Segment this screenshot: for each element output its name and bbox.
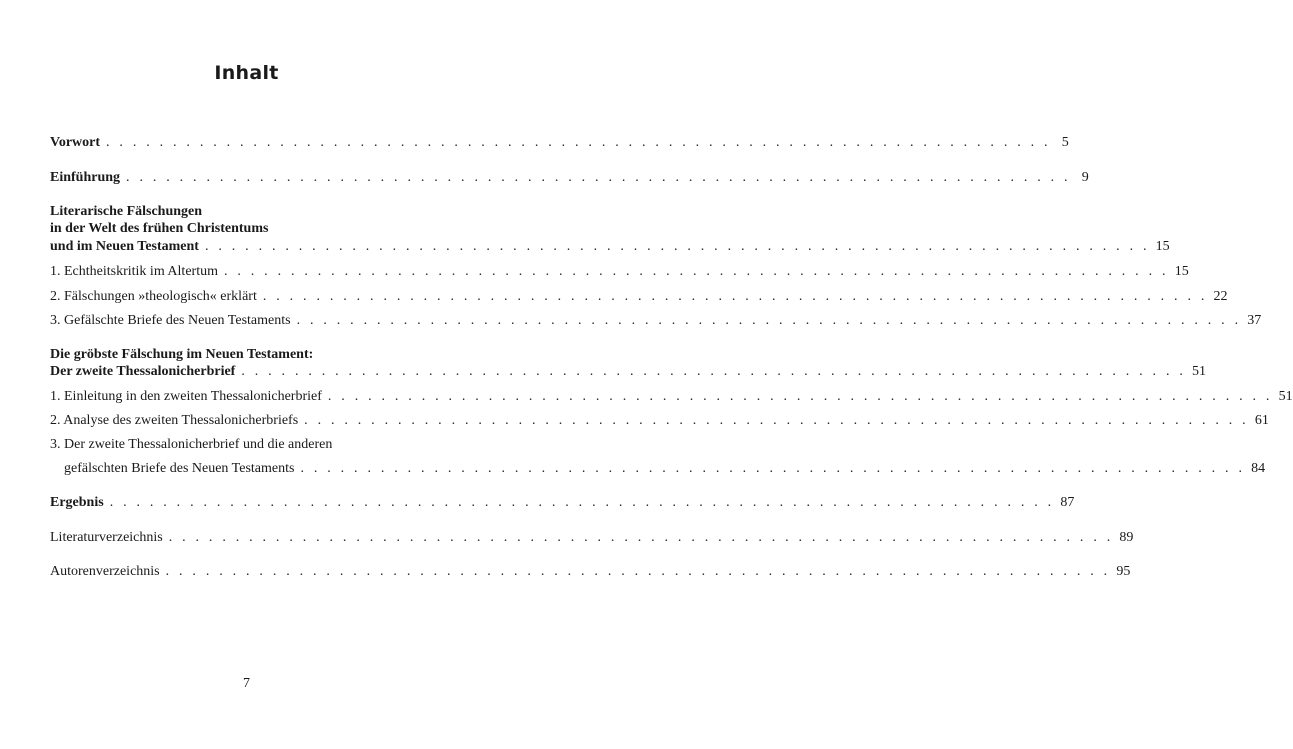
toc-entry-label: 1. Einleitung in den zweiten Thessalonicherbrief bbox=[50, 389, 322, 404]
dot-leader: . . . . . . . . . . . . . . . . . . . . . . . . . . . . . . . . . . . . . . . . . . . . . . . . . . . . . . . . . . . . . . . . . . . . . . . bbox=[296, 313, 1242, 328]
dot-leader: . . . . . . . . . . . . . . . . . . . . . . . . . . . . . . . . . . . . . . . . . . . . . . . . . . . . . . . . . . . . . . . . . . . . . . . bbox=[106, 135, 1051, 150]
section-title-line-2 bbox=[50, 219, 426, 239]
toc-entry-einleitung bbox=[50, 387, 1293, 407]
toc-page-number: 15 bbox=[1155, 239, 1170, 254]
toc-entry-analyse bbox=[50, 411, 1269, 431]
toc-entry-einfuehrung bbox=[50, 168, 1089, 188]
toc-entry-ergebnis bbox=[50, 493, 1075, 513]
dot-leader: . . . . . . . . . . . . . . . . . . . . . . . . . . . . . . . . . . . . . . . . . . . . . . . . . . . . . . . . . . . . . . . . . . . . . . . bbox=[304, 413, 1249, 428]
toc-page-number: 9 bbox=[1081, 170, 1089, 185]
dot-leader: . . . . . . . . . . . . . . . . . . . . . . . . . . . . . . . . . . . . . . . . . . . . . . . . . . . . . . . . . . . . . . . . . . . . . . . bbox=[300, 461, 1246, 476]
toc-entry-label: 2. Fälschungen »theologisch« erklärt bbox=[50, 289, 257, 304]
toc-page-number: 5 bbox=[1061, 135, 1069, 150]
dot-leader: . . . . . . . . . . . . . . . . . . . . . . . . . . . . . . . . . . . . . . . . . . . . . . . . . . . . . . . . . . . . . . . . . . . . . . . bbox=[165, 564, 1111, 579]
page-title: Inhalt bbox=[214, 62, 279, 84]
toc-entry-faelschungen-erklaert bbox=[50, 287, 1228, 307]
toc-entry-label: 2. Analyse des zweiten Thessalonicherbriefs bbox=[50, 413, 299, 428]
toc-page-number: 15 bbox=[1174, 264, 1189, 279]
toc-page-number: 95 bbox=[1116, 564, 1131, 579]
toc-entry-groebste-faelschung bbox=[50, 362, 1207, 382]
page-number: 7 bbox=[243, 676, 250, 691]
section-title-text: in der Welt des frühen Christentums bbox=[50, 221, 269, 236]
toc-entry-echtheitskritik bbox=[50, 262, 1189, 282]
toc-entry-label: Literaturverzeichnis bbox=[50, 530, 163, 545]
toc-entry-literaturverzeichnis bbox=[50, 528, 1134, 548]
toc-entry-label: und im Neuen Testament bbox=[50, 239, 199, 254]
toc-page-number: 22 bbox=[1213, 289, 1228, 304]
dot-leader: . . . . . . . . . . . . . . . . . . . . . . . . . . . . . . . . . . . . . . . . . . . . . . . . . . . . . . . . . . . . . . . . . . . . . . . bbox=[204, 239, 1150, 254]
toc-entry-zweite-thess-line-2 bbox=[50, 459, 1266, 479]
toc-entry-label: Vorwort bbox=[50, 135, 101, 150]
toc-page-number: 84 bbox=[1251, 461, 1266, 476]
dot-leader: . . . . . . . . . . . . . . . . . . . . . . . . . . . . . . . . . . . . . . . . . . . . . . . . . . . . . . . . . . . . . . . . . . . . . . . bbox=[262, 289, 1208, 304]
dot-leader: . . . . . . . . . . . . . . . . . . . . . . . . . . . . . . . . . . . . . . . . . . . . . . . . . . . . . . . . . . . . . . . . . . . . . . . bbox=[327, 389, 1273, 404]
dot-leader: . . . . . . . . . . . . . . . . . . . . . . . . . . . . . . . . . . . . . . . . . . . . . . . . . . . . . . . . . . . . . . . . . . . . . . . bbox=[126, 170, 1071, 185]
toc-entry-label: Einführung bbox=[50, 170, 121, 185]
toc-page-number: 51 bbox=[1192, 364, 1207, 379]
dot-leader: . . . . . . . . . . . . . . . . . . . . . . . . . . . . . . . . . . . . . . . . . . . . . . . . . . . . . . . . . . . . . . . . . . . . . . . bbox=[223, 264, 1169, 279]
section-title-text: Literarische Fälschungen bbox=[50, 204, 203, 219]
toc-page-number: 61 bbox=[1254, 413, 1269, 428]
toc-entry-literarische-faelschungen bbox=[50, 237, 1170, 257]
toc-page-number: 37 bbox=[1247, 313, 1262, 328]
toc-entry-gefaelschte-briefe bbox=[50, 311, 1262, 331]
toc-page-number: 87 bbox=[1060, 495, 1075, 510]
section-title-text: Die gröbste Fälschung im Neuen Testament: bbox=[50, 347, 314, 362]
toc-entry-label: gefälschten Briefe des Neuen Testaments bbox=[64, 461, 295, 476]
toc-entry-zweite-thess-line-1 bbox=[50, 435, 426, 455]
toc-entry-label: 3. Gefälschte Briefe des Neuen Testaments bbox=[50, 313, 291, 328]
toc-entry-label: Autorenverzeichnis bbox=[50, 564, 160, 579]
toc-page-number: 51 bbox=[1278, 389, 1293, 404]
dot-leader: . . . . . . . . . . . . . . . . . . . . . . . . . . . . . . . . . . . . . . . . . . . . . . . . . . . . . . . . . . . . . . . . . . . . . . . bbox=[241, 364, 1187, 379]
toc-entry-label: Der zweite Thessalonicherbrief bbox=[50, 364, 236, 379]
toc-entry-autorenverzeichnis bbox=[50, 562, 1131, 582]
toc-entry-label: Ergebnis bbox=[50, 495, 104, 510]
dot-leader: . . . . . . . . . . . . . . . . . . . . . . . . . . . . . . . . . . . . . . . . . . . . . . . . . . . . . . . . . . . . . . . . . . . . . . . bbox=[168, 530, 1114, 545]
toc-page-number: 89 bbox=[1119, 530, 1134, 545]
toc-entry-label: 3. Der zweite Thessalonicherbrief und die anderen bbox=[50, 437, 333, 452]
dot-leader: . . . . . . . . . . . . . . . . . . . . . . . . . . . . . . . . . . . . . . . . . . . . . . . . . . . . . . . . . . . . . . . . . . . . . . . bbox=[109, 495, 1055, 510]
toc-entry-label: 1. Echtheitskritik im Altertum bbox=[50, 264, 218, 279]
toc-entry-vorwort bbox=[50, 133, 1069, 153]
